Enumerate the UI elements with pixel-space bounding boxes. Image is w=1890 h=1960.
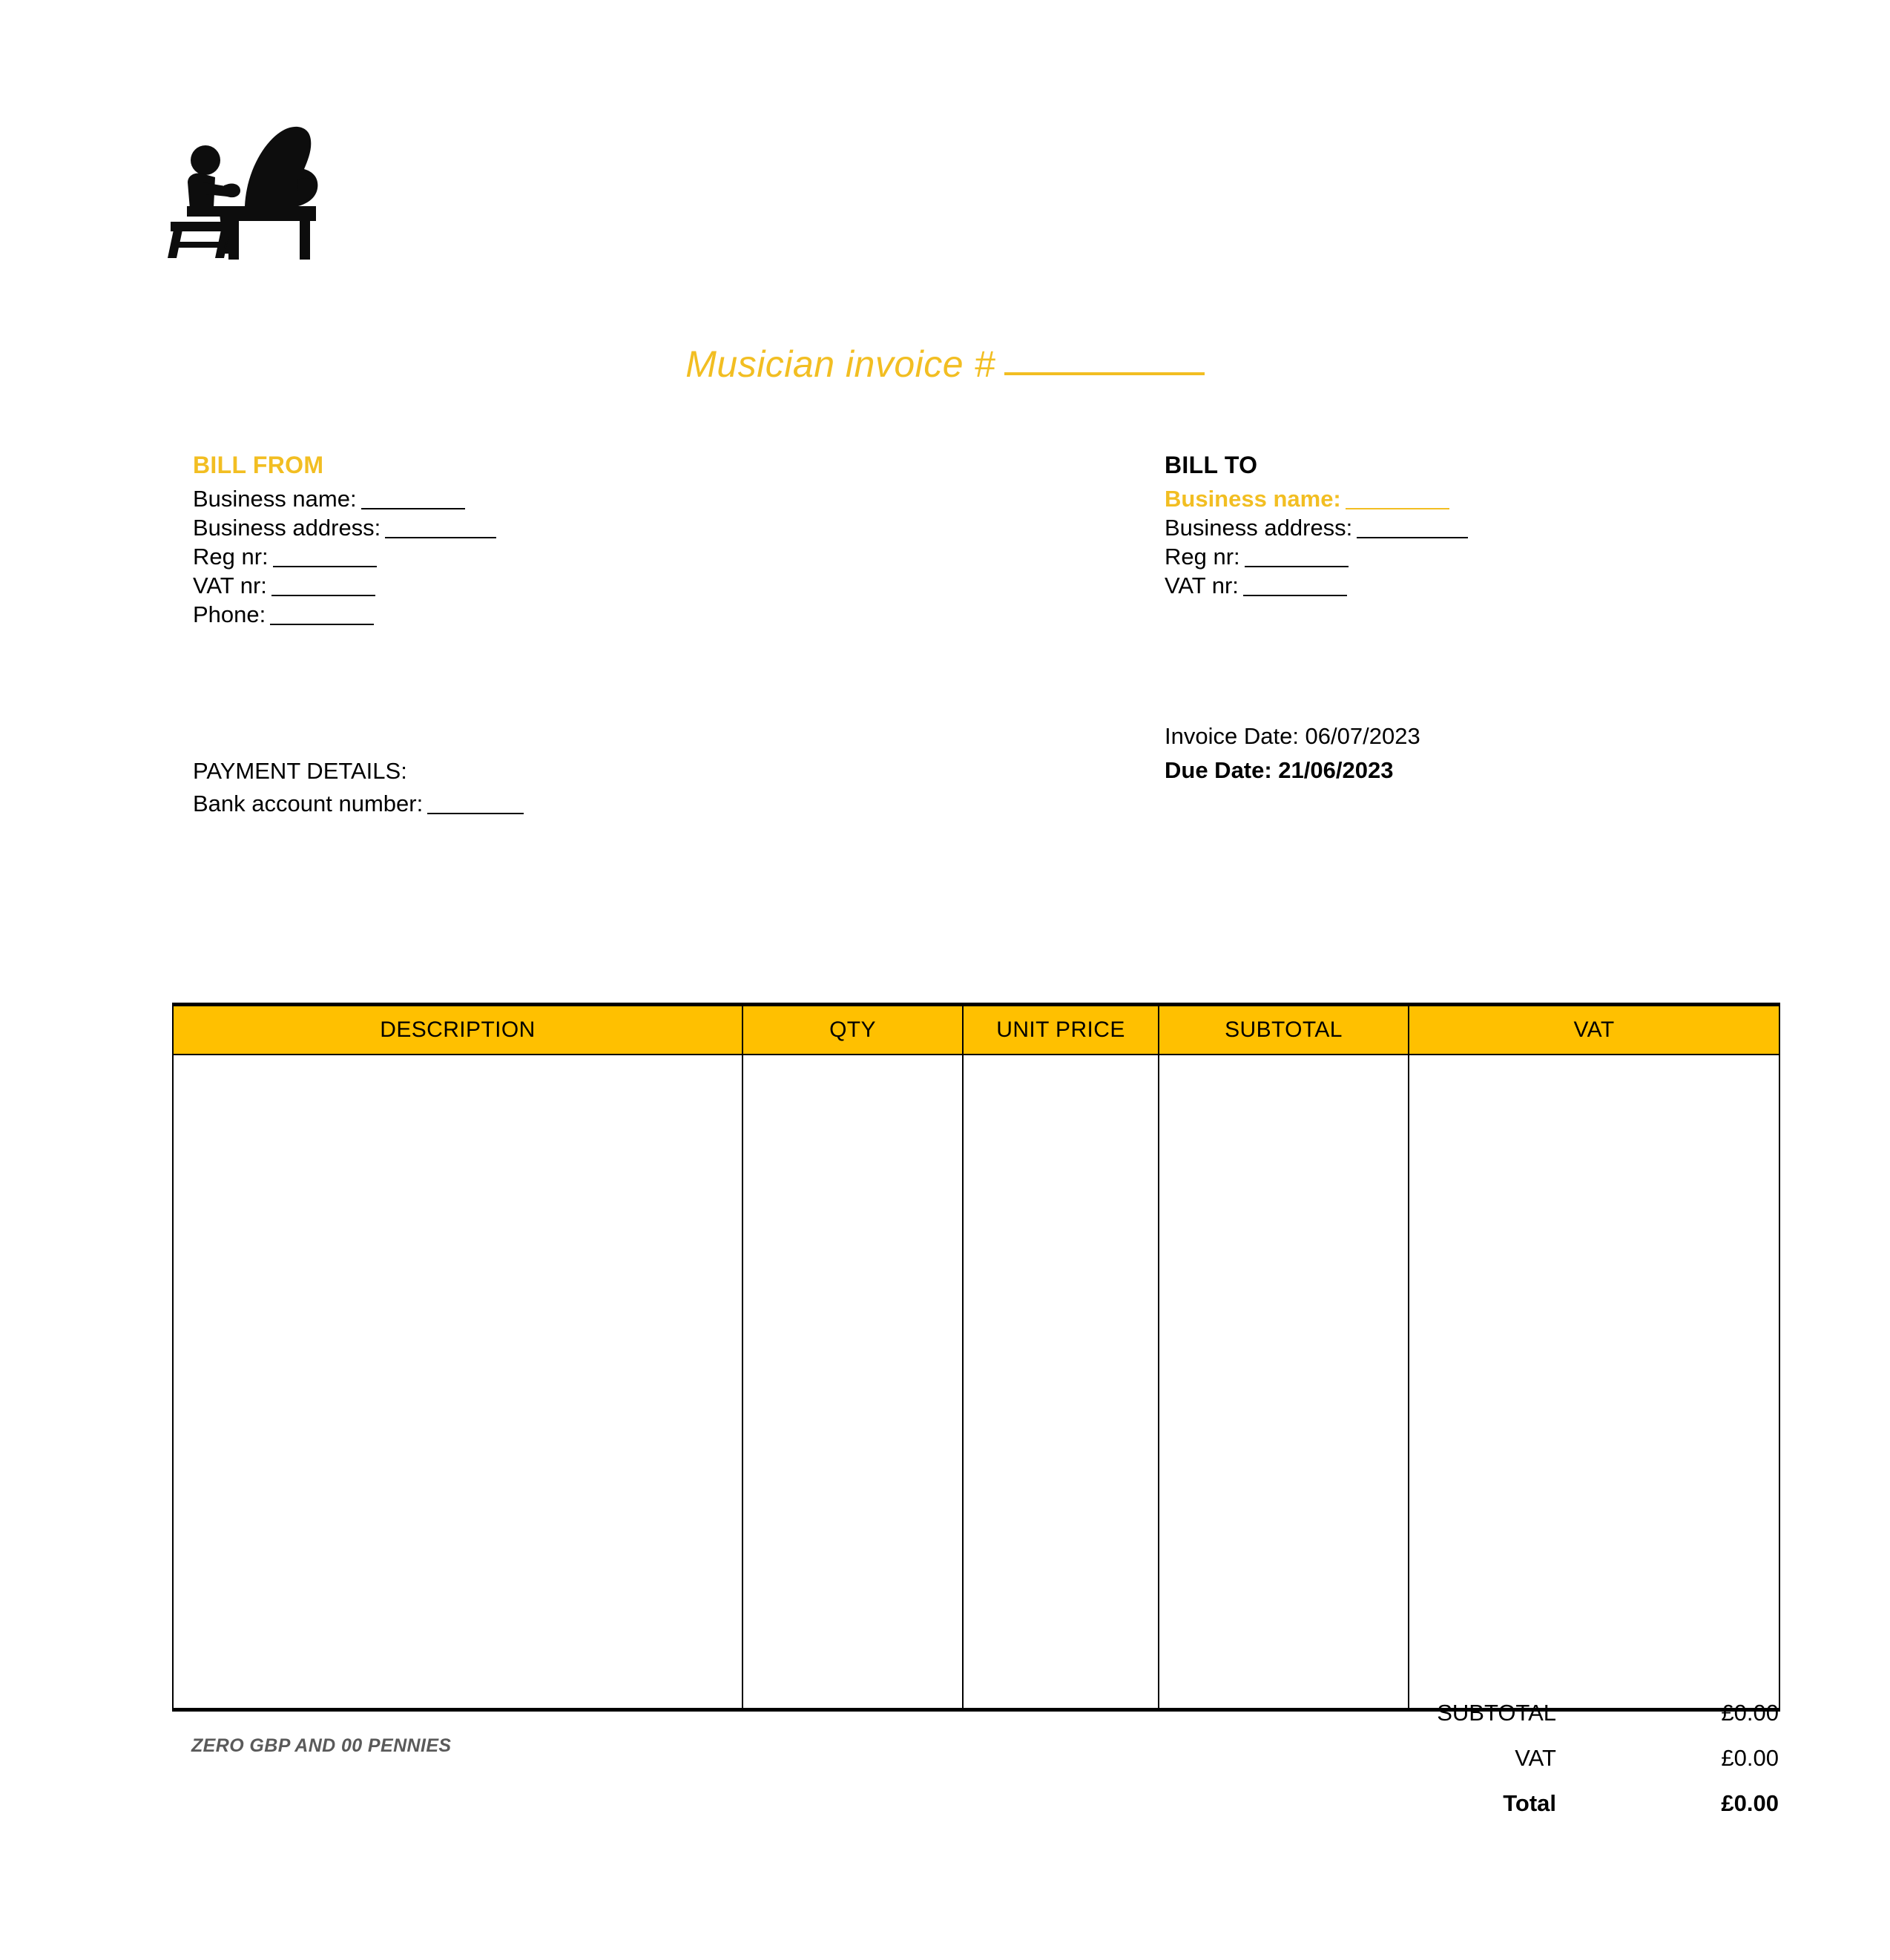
- bill-from-phone-row: [193, 600, 496, 629]
- bill-to-business-address-row: [1165, 513, 1468, 542]
- column-header-qty: QTY: [742, 1005, 963, 1055]
- cell-vat[interactable]: [1409, 1055, 1779, 1710]
- bank-account-label: Bank account number:: [193, 791, 424, 816]
- bill-to-business-name-label: Business name:: [1165, 486, 1341, 512]
- bill-from-business-name-blank[interactable]: [361, 490, 465, 509]
- bank-account-blank[interactable]: [427, 795, 524, 814]
- bill-from-business-name-row: [193, 484, 496, 513]
- bill-to-business-address-blank[interactable]: [1357, 519, 1468, 538]
- payment-details-block: [193, 755, 524, 820]
- bill-to-reg-nr-label: Reg nr:: [1165, 544, 1240, 570]
- invoice-dates-block: [1165, 719, 1420, 788]
- column-header-description: DESCRIPTION: [173, 1005, 742, 1055]
- totals-vat-label: VAT: [1515, 1745, 1556, 1771]
- pianist-playing-grand-piano-icon: [157, 119, 328, 267]
- bill-to-business-name-blank[interactable]: [1346, 490, 1449, 509]
- totals-subtotal-label: SUBTOTAL: [1437, 1700, 1556, 1726]
- cell-subtotal[interactable]: [1159, 1055, 1409, 1710]
- bill-to-reg-nr-row: [1165, 542, 1468, 571]
- bill-from-business-name-label: Business name:: [193, 486, 357, 512]
- table-header-row: [173, 1005, 1779, 1055]
- totals-total-row: [1076, 1790, 1779, 1835]
- totals-vat-row: [1076, 1745, 1779, 1790]
- bill-to-vat-nr-blank[interactable]: [1243, 577, 1347, 596]
- bill-from-vat-nr-blank[interactable]: [271, 577, 375, 596]
- bill-from-heading: BILL FROM: [193, 452, 324, 478]
- column-header-unit-price: UNIT PRICE: [963, 1005, 1159, 1055]
- bill-from-business-address-row: [193, 513, 496, 542]
- invoice-number-blank: [1004, 347, 1205, 375]
- due-date: Due Date: 21/06/2023: [1165, 757, 1394, 783]
- totals-vat-value: £0.00: [1721, 1745, 1779, 1771]
- bill-to-business-name-row: [1165, 484, 1468, 513]
- bill-to-reg-nr-blank[interactable]: [1245, 548, 1349, 567]
- bill-from-business-address-label: Business address:: [193, 515, 381, 541]
- bill-from-vat-nr-row: [193, 571, 496, 600]
- cell-unit-price[interactable]: [963, 1055, 1159, 1710]
- bill-from-reg-nr-label: Reg nr:: [193, 544, 269, 570]
- table-row: [173, 1055, 1779, 1710]
- bank-account-row: [193, 788, 524, 820]
- bill-to-business-address-label: Business address:: [1165, 515, 1353, 541]
- bill-from-phone-label: Phone:: [193, 601, 266, 627]
- bill-from-vat-nr-label: VAT nr:: [193, 573, 267, 598]
- invoice-date: Invoice Date: 06/07/2023: [1165, 723, 1420, 749]
- line-items-table: [172, 1003, 1780, 1712]
- page-title-text: Musician invoice #: [685, 343, 995, 385]
- amount-in-words: ZERO GBP AND 00 PENNIES: [191, 1735, 452, 1756]
- bill-to-heading: BILL TO: [1165, 452, 1258, 478]
- totals-block: [1076, 1700, 1779, 1835]
- cell-qty[interactable]: [742, 1055, 963, 1710]
- bill-from-phone-blank[interactable]: [270, 606, 374, 625]
- bill-to-vat-nr-label: VAT nr:: [1165, 573, 1239, 598]
- column-header-vat: VAT: [1409, 1005, 1779, 1055]
- bill-from-reg-nr-row: [193, 542, 496, 571]
- bill-from-block: [193, 451, 496, 629]
- bill-to-block: [1165, 451, 1468, 600]
- totals-total-label: Total: [1503, 1790, 1556, 1816]
- cell-description[interactable]: [173, 1055, 742, 1710]
- payment-details-heading: PAYMENT DETAILS:: [193, 758, 407, 784]
- column-header-subtotal: SUBTOTAL: [1159, 1005, 1409, 1055]
- bill-to-vat-nr-row: [1165, 571, 1468, 600]
- bill-from-business-address-blank[interactable]: [385, 519, 496, 538]
- totals-total-value: £0.00: [1721, 1790, 1779, 1816]
- bill-from-reg-nr-blank[interactable]: [273, 548, 377, 567]
- page-title: [0, 343, 1890, 386]
- totals-subtotal-value: £0.00: [1721, 1700, 1779, 1726]
- totals-subtotal-row: [1076, 1700, 1779, 1745]
